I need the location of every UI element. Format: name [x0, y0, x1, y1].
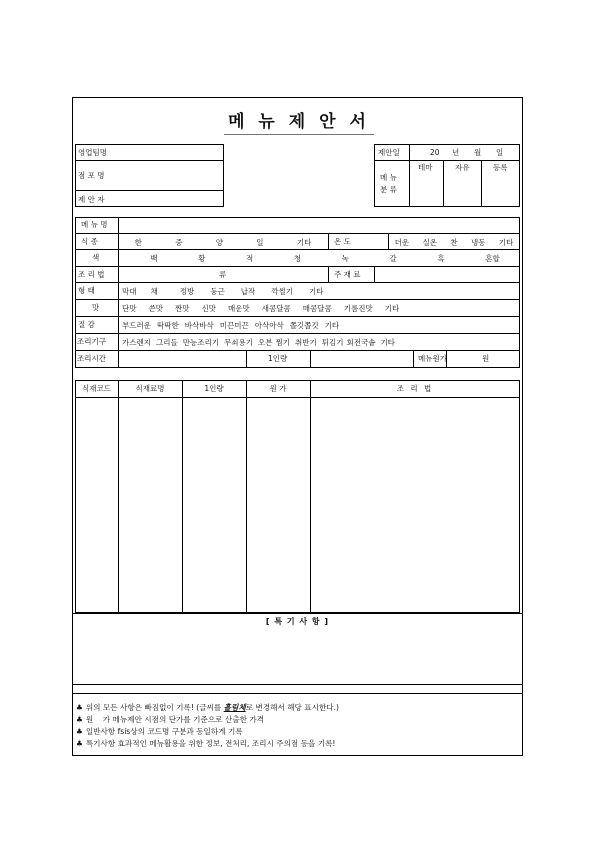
cuisine-option[interactable]: 한 — [134, 237, 142, 247]
shape-option[interactable]: 막대 — [122, 286, 137, 296]
texture-option[interactable]: 부드러운 — [122, 320, 151, 330]
color-label: 색 — [92, 253, 100, 262]
temperature-option[interactable]: 냉동 — [470, 237, 486, 247]
club-bullet-icon: ♣ — [76, 739, 83, 748]
menu-cost-label: 메뉴원가 — [418, 354, 447, 363]
cuisine-option[interactable]: 양 — [215, 237, 223, 247]
cooking-method-label: 조 리 법 — [78, 270, 105, 279]
cuisine-options — [118, 237, 328, 247]
club-bullet-icon: ♣ — [76, 715, 83, 724]
column-header-ingredient: 식재료명 — [135, 384, 165, 393]
per-serving-label: 1인량 — [268, 354, 288, 363]
class-option-registered: 등록 — [493, 163, 508, 172]
special-notes-label: [ 특 기 사 항 ] — [265, 617, 330, 626]
shape-options — [122, 286, 324, 296]
equipment-option[interactable]: 오븐 — [257, 337, 273, 347]
color-option[interactable]: 적 — [245, 253, 254, 263]
taste-option[interactable]: 매운맛 — [228, 303, 250, 313]
cuisine-option[interactable]: 중 — [175, 237, 183, 247]
equipment-option[interactable]: 무쇠용기 — [223, 337, 253, 347]
temperature-options — [388, 237, 520, 247]
temperature-label: 온 도 — [334, 237, 351, 246]
equipment-option[interactable]: 기타 — [380, 337, 395, 347]
color-option[interactable]: 황 — [198, 253, 206, 263]
date-year: 20 — [430, 148, 440, 157]
menu-class-label: 메 뉴 분 류 — [380, 173, 397, 194]
taste-options — [122, 303, 399, 313]
shape-option[interactable]: 둥근 — [210, 286, 225, 296]
shape-option[interactable]: 채 — [150, 286, 158, 296]
ingredients-table — [75, 380, 520, 613]
texture-option[interactable]: 미끈미끈 — [219, 320, 249, 330]
equipment-option[interactable]: 그리들 — [155, 337, 178, 347]
class-option-free: 자유 — [455, 163, 470, 172]
cuisine-label: 식 종 — [81, 237, 98, 246]
texture-options — [122, 320, 339, 330]
temperature-option[interactable]: 기타 — [498, 237, 514, 247]
texture-option[interactable]: 기타 — [324, 320, 340, 330]
temperature-option[interactable]: 찬 — [450, 237, 458, 247]
color-option[interactable]: 혼합 — [485, 253, 500, 263]
shape-option[interactable]: 깍썰기 — [271, 286, 293, 296]
shape-option[interactable]: 정방 — [179, 286, 195, 296]
temperature-option[interactable]: 더운 — [394, 237, 410, 247]
color-option[interactable]: 백 — [150, 253, 158, 263]
equipment-option[interactable]: 만능조리기 — [182, 337, 219, 347]
color-option[interactable]: 갈 — [389, 253, 397, 263]
date-month-unit: 월 — [474, 148, 482, 157]
equipment-option[interactable]: 가스렌지 — [122, 337, 151, 347]
date-day-unit: 일 — [496, 148, 504, 157]
store-name-label: 영업팀명 — [78, 148, 107, 157]
texture-label: 질 감 — [78, 320, 95, 329]
equipment-option[interactable]: 튀김기 — [321, 337, 344, 347]
class-option-theme: 테마 — [418, 163, 433, 172]
temperature-option[interactable]: 실온 — [422, 237, 438, 247]
proposer-label: 제 안 자 — [78, 195, 105, 204]
equipment-option[interactable]: 찜기 — [275, 337, 290, 347]
shape-option[interactable]: 기타 — [309, 286, 324, 296]
taste-option[interactable]: 단맛 — [122, 303, 137, 313]
cooking-method-suffix: 류 — [219, 270, 227, 279]
taste-option[interactable]: 매콤달콤 — [302, 303, 332, 313]
texture-option[interactable]: 바삭바삭 — [184, 320, 214, 330]
taste-option[interactable]: 기름진맛 — [343, 303, 373, 313]
texture-option[interactable]: 아삭아삭 — [254, 320, 284, 330]
footnote: ♣ 특기사항 효과적인 메뉴활용을 위한 정보, 전처리, 조리시 주의점 등을 기록! — [76, 739, 336, 748]
taste-option[interactable]: 기타 — [384, 303, 400, 313]
club-bullet-icon: ♣ — [76, 727, 83, 736]
column-header-code: 식재코드 — [82, 384, 111, 393]
taste-label: 맛 — [92, 303, 100, 312]
cost-unit: 원 — [482, 354, 490, 363]
taste-option[interactable]: 짠맛 — [175, 303, 190, 313]
shape-option[interactable]: 납작 — [240, 286, 256, 296]
texture-option[interactable]: 쫄깃쫄깃 — [289, 320, 319, 330]
footnote: ♣ 원 가 메뉴제안 시점의 단가를 기준으로 산출한 가격 — [76, 715, 264, 724]
equipment-label: 조리기구 — [77, 337, 106, 346]
color-option[interactable]: 녹 — [341, 253, 349, 263]
menu-name-label: 메 뉴 명 — [81, 220, 108, 229]
proposal-date-label: 제안일 — [378, 148, 400, 157]
equipment-options — [122, 337, 395, 347]
date-year-unit: 년 — [452, 148, 460, 157]
color-option[interactable]: 청 — [293, 253, 302, 263]
column-header-serving: 1인량 — [204, 384, 224, 393]
cuisine-option[interactable]: 일 — [256, 237, 264, 247]
texture-option[interactable]: 딱딱한 — [156, 320, 179, 330]
column-header-method: 조 리 법 — [396, 384, 434, 393]
club-bullet-icon: ♣ — [76, 703, 83, 712]
emphasis-text: 흘림체 — [223, 703, 246, 712]
taste-option[interactable]: 쓴맛 — [148, 303, 163, 313]
main-ingredient-label: 주 재 료 — [334, 270, 361, 279]
cuisine-option[interactable]: 기타 — [296, 237, 312, 247]
footnote: ♣ 일반사항 fsis상의 코드명 구분과 동일하게 기록 — [76, 727, 243, 736]
shape-label: 형 태 — [78, 286, 95, 295]
footnote: ♣ 위의 모든 사항은 빠짐없이 기록! (글씨를 흘림체로 변경해서 해당 표시한다.) — [76, 703, 339, 712]
color-option[interactable]: 흑 — [437, 253, 445, 263]
color-options — [130, 253, 520, 263]
cooking-time-label: 조리시간 — [77, 354, 106, 363]
equipment-option[interactable]: 회전국솥 — [346, 337, 376, 347]
equipment-option[interactable]: 취반기 — [294, 337, 317, 347]
branch-label: 점 포 명 — [78, 171, 105, 180]
page-title: 메 뉴 제 안 서 — [228, 112, 370, 132]
taste-option[interactable]: 신맛 — [201, 303, 216, 313]
taste-option[interactable]: 새콤달콤 — [261, 303, 291, 313]
column-header-cost: 원 가 — [269, 384, 287, 393]
